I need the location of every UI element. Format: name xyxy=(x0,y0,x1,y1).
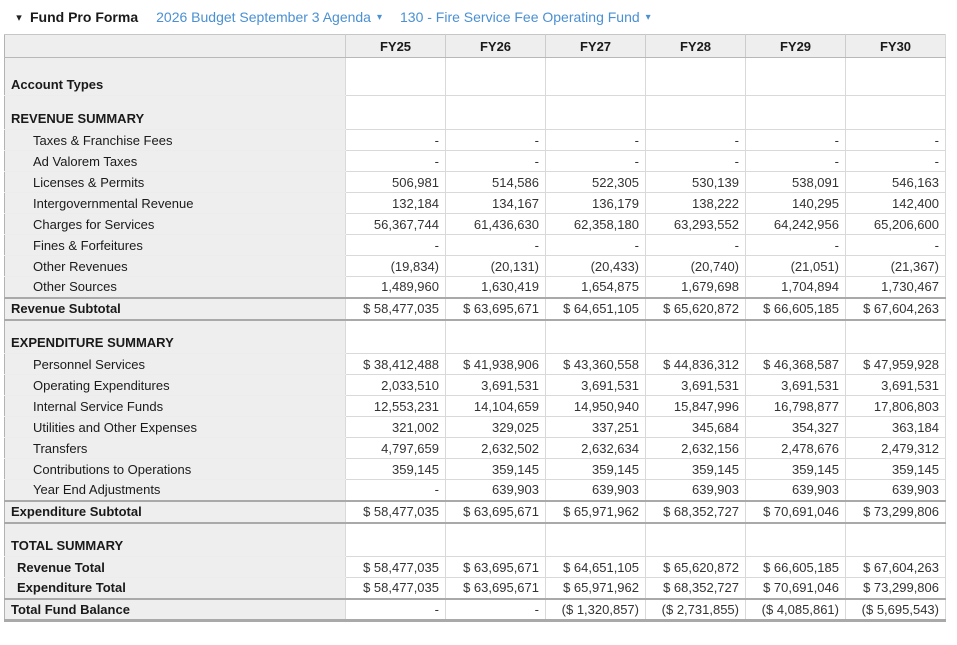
value-cell-fy26 xyxy=(446,96,546,130)
value-cell-fy25: - xyxy=(346,151,446,172)
value-cell-fy28: 63,293,552 xyxy=(646,214,746,235)
row-label: Year End Adjustments xyxy=(5,480,346,501)
value-cell-fy30: 1,730,467 xyxy=(846,277,946,298)
row-label: Fines & Forfeitures xyxy=(5,235,346,256)
value-cell-fy26 xyxy=(446,58,546,96)
value-cell-fy29: - xyxy=(746,130,846,151)
value-cell-fy25 xyxy=(346,58,446,96)
table-row xyxy=(5,277,946,298)
value-cell-fy27: 3,691,531 xyxy=(546,375,646,396)
value-cell-fy25: $ 58,477,035 xyxy=(346,557,446,578)
table-row xyxy=(5,193,946,214)
row-label: Ad Valorem Taxes xyxy=(5,151,346,172)
table-row xyxy=(5,578,946,599)
value-cell-fy28: 530,139 xyxy=(646,172,746,193)
value-cell-fy30 xyxy=(846,320,946,354)
value-cell-fy27: $ 43,360,558 xyxy=(546,354,646,375)
table-row xyxy=(5,438,946,459)
value-cell-fy29 xyxy=(746,320,846,354)
row-label: Utilities and Other Expenses xyxy=(5,417,346,438)
value-cell-fy28: - xyxy=(646,235,746,256)
value-cell-fy27: $ 65,971,962 xyxy=(546,578,646,599)
column-header-fy29: FY29 xyxy=(746,35,846,58)
budget-dropdown-caret-icon[interactable]: ▾ xyxy=(376,11,382,23)
value-cell-fy26 xyxy=(446,320,546,354)
value-cell-fy25: - xyxy=(346,235,446,256)
value-cell-fy30: - xyxy=(846,235,946,256)
value-cell-fy28: 639,903 xyxy=(646,480,746,501)
row-label: Transfers xyxy=(5,438,346,459)
value-cell-fy29: - xyxy=(746,235,846,256)
value-cell-fy25: 2,033,510 xyxy=(346,375,446,396)
column-header-fy26: FY26 xyxy=(446,35,546,58)
value-cell-fy27: $ 64,651,105 xyxy=(546,557,646,578)
row-label: Expenditure Total xyxy=(5,578,346,599)
table-row xyxy=(5,480,946,501)
value-cell-fy30: $ 73,299,806 xyxy=(846,501,946,523)
row-label: Intergovernmental Revenue xyxy=(5,193,346,214)
value-cell-fy29: ($ 4,085,861) xyxy=(746,599,846,621)
value-cell-fy30 xyxy=(846,523,946,557)
value-cell-fy26: $ 63,695,671 xyxy=(446,578,546,599)
value-cell-fy29: 64,242,956 xyxy=(746,214,846,235)
table-row xyxy=(5,235,946,256)
row-label: Charges for Services xyxy=(5,214,346,235)
value-cell-fy29: 538,091 xyxy=(746,172,846,193)
value-cell-fy30: 3,691,531 xyxy=(846,375,946,396)
value-cell-fy27: 136,179 xyxy=(546,193,646,214)
table-row xyxy=(5,523,946,557)
value-cell-fy29: $ 46,368,587 xyxy=(746,354,846,375)
value-cell-fy27: 359,145 xyxy=(546,459,646,480)
fund-dropdown-caret-icon[interactable]: ▾ xyxy=(645,11,651,23)
table-row xyxy=(5,417,946,438)
value-cell-fy30: 17,806,803 xyxy=(846,396,946,417)
value-cell-fy26: (20,131) xyxy=(446,256,546,277)
value-cell-fy25: $ 58,477,035 xyxy=(346,578,446,599)
value-cell-fy28: 2,632,156 xyxy=(646,438,746,459)
value-cell-fy30 xyxy=(846,96,946,130)
column-header-fy27: FY27 xyxy=(546,35,646,58)
value-cell-fy26: 639,903 xyxy=(446,480,546,501)
value-cell-fy29: 354,327 xyxy=(746,417,846,438)
value-cell-fy27: 1,654,875 xyxy=(546,277,646,298)
column-header-fy25: FY25 xyxy=(346,35,446,58)
value-cell-fy26: 359,145 xyxy=(446,459,546,480)
value-cell-fy25: 1,489,960 xyxy=(346,277,446,298)
value-cell-fy25: 132,184 xyxy=(346,193,446,214)
row-label: Revenue Subtotal xyxy=(5,298,346,320)
value-cell-fy27: ($ 1,320,857) xyxy=(546,599,646,621)
value-cell-fy30: 639,903 xyxy=(846,480,946,501)
table-row xyxy=(5,320,946,354)
value-cell-fy29: 639,903 xyxy=(746,480,846,501)
page-title: Fund Pro Forma xyxy=(30,9,139,25)
table-row xyxy=(5,459,946,480)
row-label: Other Sources xyxy=(5,277,346,298)
row-label: Account Types xyxy=(5,58,346,96)
column-header-fy30: FY30 xyxy=(846,35,946,58)
value-cell-fy26: 514,586 xyxy=(446,172,546,193)
value-cell-fy28: - xyxy=(646,130,746,151)
value-cell-fy25 xyxy=(346,523,446,557)
budget-dropdown[interactable]: 2026 Budget September 3 Agenda xyxy=(156,9,371,25)
row-label: Internal Service Funds xyxy=(5,396,346,417)
value-cell-fy28 xyxy=(646,96,746,130)
table-row xyxy=(5,58,946,96)
row-label: Taxes & Franchise Fees xyxy=(5,130,346,151)
row-label: REVENUE SUMMARY xyxy=(5,96,346,130)
table-row xyxy=(5,96,946,130)
value-cell-fy27: $ 65,971,962 xyxy=(546,501,646,523)
value-cell-fy25 xyxy=(346,96,446,130)
value-cell-fy27: 337,251 xyxy=(546,417,646,438)
row-label: EXPENDITURE SUMMARY xyxy=(5,320,346,354)
row-label: Other Revenues xyxy=(5,256,346,277)
value-cell-fy25: 321,002 xyxy=(346,417,446,438)
value-cell-fy27: 639,903 xyxy=(546,480,646,501)
value-cell-fy26: $ 63,695,671 xyxy=(446,557,546,578)
collapse-caret-icon[interactable]: ▾ xyxy=(16,11,22,24)
value-cell-fy25: - xyxy=(346,480,446,501)
row-label: Total Fund Balance xyxy=(5,599,346,621)
table-body xyxy=(5,58,946,621)
value-cell-fy30: 65,206,600 xyxy=(846,214,946,235)
value-cell-fy30 xyxy=(846,58,946,96)
value-cell-fy27: - xyxy=(546,235,646,256)
value-cell-fy29: 2,478,676 xyxy=(746,438,846,459)
value-cell-fy27 xyxy=(546,58,646,96)
table-row xyxy=(5,172,946,193)
value-cell-fy30: 363,184 xyxy=(846,417,946,438)
value-cell-fy25: 506,981 xyxy=(346,172,446,193)
value-cell-fy28: (20,740) xyxy=(646,256,746,277)
value-cell-fy28: $ 44,836,312 xyxy=(646,354,746,375)
value-cell-fy29 xyxy=(746,523,846,557)
value-cell-fy29: $ 70,691,046 xyxy=(746,501,846,523)
value-cell-fy26: 3,691,531 xyxy=(446,375,546,396)
value-cell-fy29: 140,295 xyxy=(746,193,846,214)
value-cell-fy27 xyxy=(546,96,646,130)
value-cell-fy26: 134,167 xyxy=(446,193,546,214)
value-cell-fy25: 359,145 xyxy=(346,459,446,480)
value-cell-fy29: 359,145 xyxy=(746,459,846,480)
value-cell-fy28: 345,684 xyxy=(646,417,746,438)
value-cell-fy27 xyxy=(546,320,646,354)
table-row xyxy=(5,396,946,417)
value-cell-fy30: $ 73,299,806 xyxy=(846,578,946,599)
value-cell-fy30: 142,400 xyxy=(846,193,946,214)
value-cell-fy25: - xyxy=(346,130,446,151)
toolbar xyxy=(0,0,957,34)
value-cell-fy26: 1,630,419 xyxy=(446,277,546,298)
value-cell-fy28: 15,847,996 xyxy=(646,396,746,417)
value-cell-fy30: $ 67,604,263 xyxy=(846,298,946,320)
value-cell-fy28: 1,679,698 xyxy=(646,277,746,298)
value-cell-fy26: - xyxy=(446,235,546,256)
value-cell-fy28: 359,145 xyxy=(646,459,746,480)
value-cell-fy29: 16,798,877 xyxy=(746,396,846,417)
value-cell-fy26: 2,632,502 xyxy=(446,438,546,459)
value-cell-fy26: 61,436,630 xyxy=(446,214,546,235)
value-cell-fy29: $ 70,691,046 xyxy=(746,578,846,599)
value-cell-fy28: $ 68,352,727 xyxy=(646,501,746,523)
fund-dropdown[interactable]: 130 - Fire Service Fee Operating Fund xyxy=(400,9,640,25)
value-cell-fy30: 2,479,312 xyxy=(846,438,946,459)
header-corner-cell xyxy=(5,35,346,58)
value-cell-fy27: (20,433) xyxy=(546,256,646,277)
value-cell-fy27: 14,950,940 xyxy=(546,396,646,417)
table-row xyxy=(5,151,946,172)
value-cell-fy27: 2,632,634 xyxy=(546,438,646,459)
table-row xyxy=(5,599,946,621)
table-row xyxy=(5,501,946,523)
value-cell-fy28 xyxy=(646,523,746,557)
value-cell-fy25: - xyxy=(346,599,446,621)
value-cell-fy29 xyxy=(746,58,846,96)
value-cell-fy27: - xyxy=(546,130,646,151)
value-cell-fy26: $ 63,695,671 xyxy=(446,298,546,320)
value-cell-fy30: - xyxy=(846,130,946,151)
value-cell-fy28: 3,691,531 xyxy=(646,375,746,396)
value-cell-fy25: 56,367,744 xyxy=(346,214,446,235)
value-cell-fy26: 329,025 xyxy=(446,417,546,438)
value-cell-fy25: 12,553,231 xyxy=(346,396,446,417)
value-cell-fy28 xyxy=(646,320,746,354)
value-cell-fy26: $ 63,695,671 xyxy=(446,501,546,523)
value-cell-fy25: $ 38,412,488 xyxy=(346,354,446,375)
table-row xyxy=(5,557,946,578)
value-cell-fy29: $ 66,605,185 xyxy=(746,557,846,578)
value-cell-fy28: $ 65,620,872 xyxy=(646,298,746,320)
table-row xyxy=(5,375,946,396)
value-cell-fy26 xyxy=(446,523,546,557)
pro-forma-table xyxy=(4,34,946,622)
row-label: TOTAL SUMMARY xyxy=(5,523,346,557)
value-cell-fy28: - xyxy=(646,151,746,172)
row-label: Revenue Total xyxy=(5,557,346,578)
value-cell-fy27: 522,305 xyxy=(546,172,646,193)
value-cell-fy27: - xyxy=(546,151,646,172)
value-cell-fy29: 3,691,531 xyxy=(746,375,846,396)
value-cell-fy26: 14,104,659 xyxy=(446,396,546,417)
table-row xyxy=(5,214,946,235)
row-label: Expenditure Subtotal xyxy=(5,501,346,523)
value-cell-fy30: $ 47,959,928 xyxy=(846,354,946,375)
value-cell-fy27: $ 64,651,105 xyxy=(546,298,646,320)
value-cell-fy26: - xyxy=(446,599,546,621)
row-label: Personnel Services xyxy=(5,354,346,375)
value-cell-fy29 xyxy=(746,96,846,130)
value-cell-fy25: $ 58,477,035 xyxy=(346,501,446,523)
value-cell-fy30: 546,163 xyxy=(846,172,946,193)
value-cell-fy26: $ 41,938,906 xyxy=(446,354,546,375)
value-cell-fy28: $ 68,352,727 xyxy=(646,578,746,599)
value-cell-fy28: $ 65,620,872 xyxy=(646,557,746,578)
table-row xyxy=(5,298,946,320)
value-cell-fy28 xyxy=(646,58,746,96)
row-label: Contributions to Operations xyxy=(5,459,346,480)
value-cell-fy29: (21,051) xyxy=(746,256,846,277)
value-cell-fy30: ($ 5,695,543) xyxy=(846,599,946,621)
value-cell-fy30: $ 67,604,263 xyxy=(846,557,946,578)
value-cell-fy30: (21,367) xyxy=(846,256,946,277)
table-row xyxy=(5,256,946,277)
value-cell-fy30: 359,145 xyxy=(846,459,946,480)
column-header-fy28: FY28 xyxy=(646,35,746,58)
table-header-row xyxy=(5,35,946,58)
value-cell-fy25: (19,834) xyxy=(346,256,446,277)
value-cell-fy25 xyxy=(346,320,446,354)
value-cell-fy29: 1,704,894 xyxy=(746,277,846,298)
value-cell-fy26: - xyxy=(446,151,546,172)
value-cell-fy27: 62,358,180 xyxy=(546,214,646,235)
value-cell-fy30: - xyxy=(846,151,946,172)
value-cell-fy26: - xyxy=(446,130,546,151)
value-cell-fy25: $ 58,477,035 xyxy=(346,298,446,320)
table-row xyxy=(5,354,946,375)
value-cell-fy29: $ 66,605,185 xyxy=(746,298,846,320)
value-cell-fy27 xyxy=(546,523,646,557)
row-label: Licenses & Permits xyxy=(5,172,346,193)
value-cell-fy28: ($ 2,731,855) xyxy=(646,599,746,621)
row-label: Operating Expenditures xyxy=(5,375,346,396)
value-cell-fy29: - xyxy=(746,151,846,172)
value-cell-fy28: 138,222 xyxy=(646,193,746,214)
value-cell-fy25: 4,797,659 xyxy=(346,438,446,459)
table-row xyxy=(5,130,946,151)
